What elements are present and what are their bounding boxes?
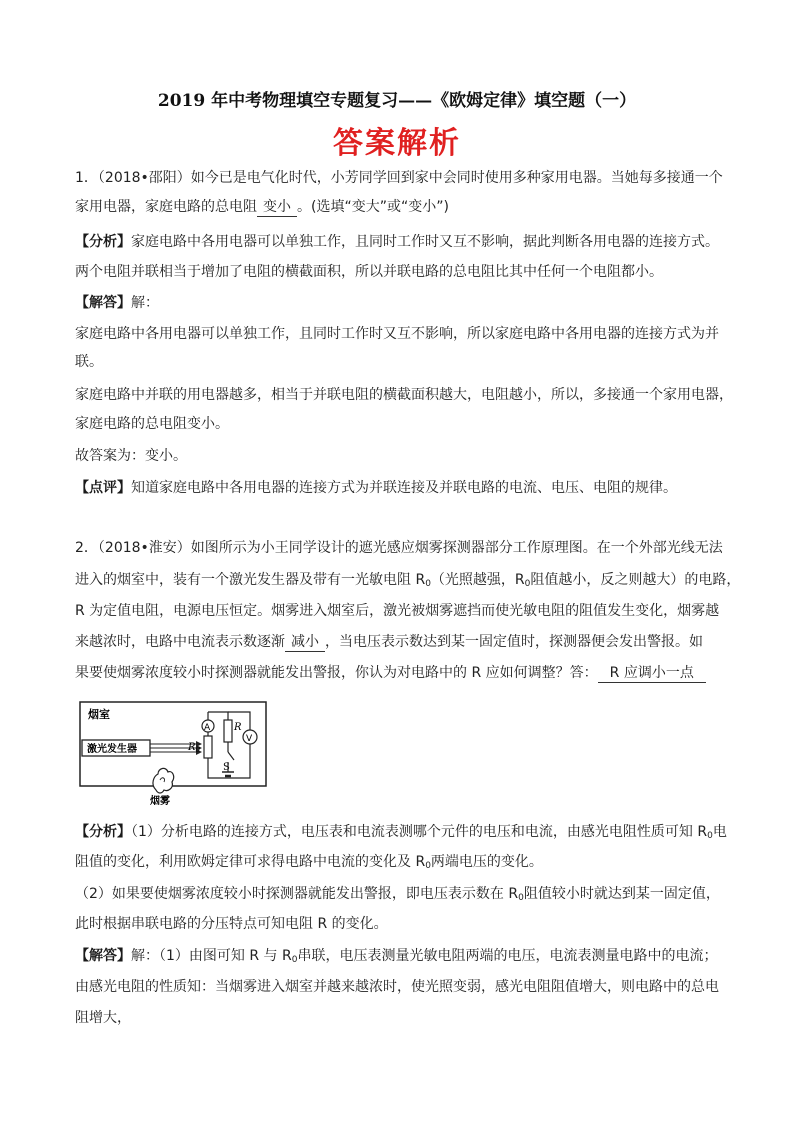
q2-analysis-line-3 (75, 884, 720, 908)
resistor-r-label: R (234, 722, 242, 733)
laser-generator-label: 激光发生器 (87, 744, 137, 755)
photoresistor-r0 (204, 736, 212, 758)
resistor-r (224, 720, 232, 742)
q2-solution-tag: 【解答】 (75, 948, 131, 964)
q2-analysis-tag: 【分析】 (75, 824, 131, 840)
q1-analysis-line-1 (75, 232, 719, 252)
q1-solution-line-5: 故答案为：变小。 (75, 448, 187, 464)
q2-analysis-line-2 (75, 852, 543, 876)
q2-analysis-line-4: 此时根据串联电路的分压特点可知电阻 R 的变化。 (75, 916, 388, 932)
smoke-icon (153, 768, 174, 793)
switch-s (228, 752, 234, 760)
r0-subscript: 0 (518, 893, 524, 903)
q2-line-1: 2．（2018•淮安）如图所示为小王同学设计的遮光感应烟雾探测器部分工作原理图。在一个外部光线无法 (75, 540, 723, 556)
q2-analysis-1-pre: （1）分析电路的连接方式，电压表和电流表测哪个元件的电压和电流，由感光电阻性质可知 R (131, 824, 708, 840)
q1-solution-line-1: 家庭电路中各用电器可以单独工作，且同时工作时又互不影响，所以家庭电路中各用电器的连接方式为并 (75, 326, 719, 342)
r0-subscript: 0 (524, 579, 531, 589)
q2-line-3: R 为定值电阻，电源电压恒定。烟雾进入烟室后，激光被烟雾遮挡而使光敏电阻的阻值发生变化，烟雾越 (75, 603, 720, 619)
q1-solution-line-2: 联。 (75, 354, 103, 370)
q2-analysis-2-pre: 阻值的变化，利用欧姆定律可求得电路中电流的变化及 R (75, 854, 426, 870)
q1-analysis-tag: 【分析】 (75, 234, 131, 250)
q1-solution-head-text: 解： (131, 295, 159, 311)
q1-analysis-line-2: 两个电阻并联相当于增加了电阻的横截面积，所以并联电路的总电阻比其中任何一个电阻都小。 (75, 264, 663, 280)
page-subtitle: 答案解析 (333, 126, 461, 161)
q1-comment-line (75, 478, 677, 498)
q1-comment-tag: 【点评】 (75, 480, 131, 496)
q2-analysis-3-pre: （2）如果要使烟雾浓度较小时探测器就能发出警报，即电压表示数在 R (75, 886, 519, 902)
q2-line-2-pre: 进入的烟室中，装有一个激光发生器及带有一光敏电阻 R (75, 572, 426, 588)
q2-line-2-mid: （光照越强，R (430, 572, 525, 588)
switch-label: S (223, 762, 230, 773)
q2-line-2-post: 阻值越小，反之则越大）的电路， (530, 572, 741, 588)
q1-solution-head (75, 293, 159, 313)
r0-subscript: 0 (425, 861, 431, 871)
q1-line-2-pre: 家用电器，家庭电路的总电阻 (75, 199, 257, 215)
q2-solution-1-post: 串联，电压表测量光敏电阻两端的电压，电流表测量电路中的电流； (297, 948, 718, 964)
q1-comment-text: 知道家庭电路中各用电器的连接方式为并联连接及并联电路的电流、电压、电阻的规律。 (131, 480, 677, 496)
smoke-room-label: 烟室 (88, 708, 110, 721)
circuit-diagram (78, 700, 268, 805)
r0-subscript: 0 (425, 579, 431, 589)
q2-solution-line-3: 阻增大， (75, 1010, 131, 1026)
smoke-label: 烟雾 (150, 796, 170, 805)
q2-line-4-pre: 来越浓时，电路中电流表示数逐渐 (75, 634, 285, 650)
q2-line-2 (75, 570, 740, 594)
q2-solution-line-1 (75, 946, 717, 970)
q2-solution-line-2: 由感光电阻的性质知：当烟雾进入烟室并越来越浓时，使光照变弱，感光电阻阻值增大，则电路中的总电 (75, 979, 719, 995)
q2-analysis-line-1 (75, 822, 727, 846)
page-title: 2019 年中考物理填空专题复习——《欧姆定律》填空题（一） (157, 91, 637, 111)
q1-solution-line-3: 家庭电路中并联的用电器越多，相当于并联电阻的横截面积越大，电阻越小，所以，多接通一个家用电器， (75, 387, 733, 403)
q2-analysis-2-post: 两端电压的变化。 (430, 854, 543, 870)
ammeter-label: A (204, 723, 211, 733)
q2-line-5-pre: 果要使烟雾浓度较小时探测器就能发出警报，你认为对电路中的 R 应如何调整？答： (75, 665, 598, 681)
q1-line-2-post: 。(选填“变大”或“变小”) (297, 199, 449, 215)
q2-analysis-1-post: 电 (712, 824, 727, 840)
q2-analysis-3-post: 阻值较小时就达到某一固定值， (523, 886, 720, 902)
q2-solution-1-pre: 解：（1）由图可知 R 与 R (131, 948, 292, 964)
q2-line-5 (75, 663, 706, 683)
circuit-figure (78, 700, 268, 805)
r0-label: $R_0$ (188, 742, 200, 754)
q1-answer-blank: 变小 (257, 199, 297, 217)
q2-answer-blank-1: 减小 (285, 634, 325, 652)
q1-solution-line-4: 家庭电路的总电阻变小。 (75, 416, 229, 432)
q2-answer-blank-2: R 应调小一点 (598, 665, 706, 683)
q2-line-4-post: ，当电压表示数达到某一固定值时，探测器便会发出警报。如 (325, 634, 703, 650)
r0-subscript: 0 (707, 831, 713, 841)
voltmeter-label: V (246, 734, 253, 744)
q1-line-2 (75, 197, 449, 217)
q1-solution-tag: 【解答】 (75, 295, 131, 311)
q2-line-4 (75, 632, 703, 652)
q1-line-1: 1．（2018•邵阳）如今已是电气化时代，小芳同学回到家中会同时使用多种家用电器。当她每多接通一个 (75, 170, 723, 186)
q1-analysis-text-1: 家庭电路中各用电器可以单独工作，且同时工作时又互不影响，据此判断各用电器的连接方式。 (131, 234, 719, 250)
r0-subscript: 0 (291, 955, 298, 965)
